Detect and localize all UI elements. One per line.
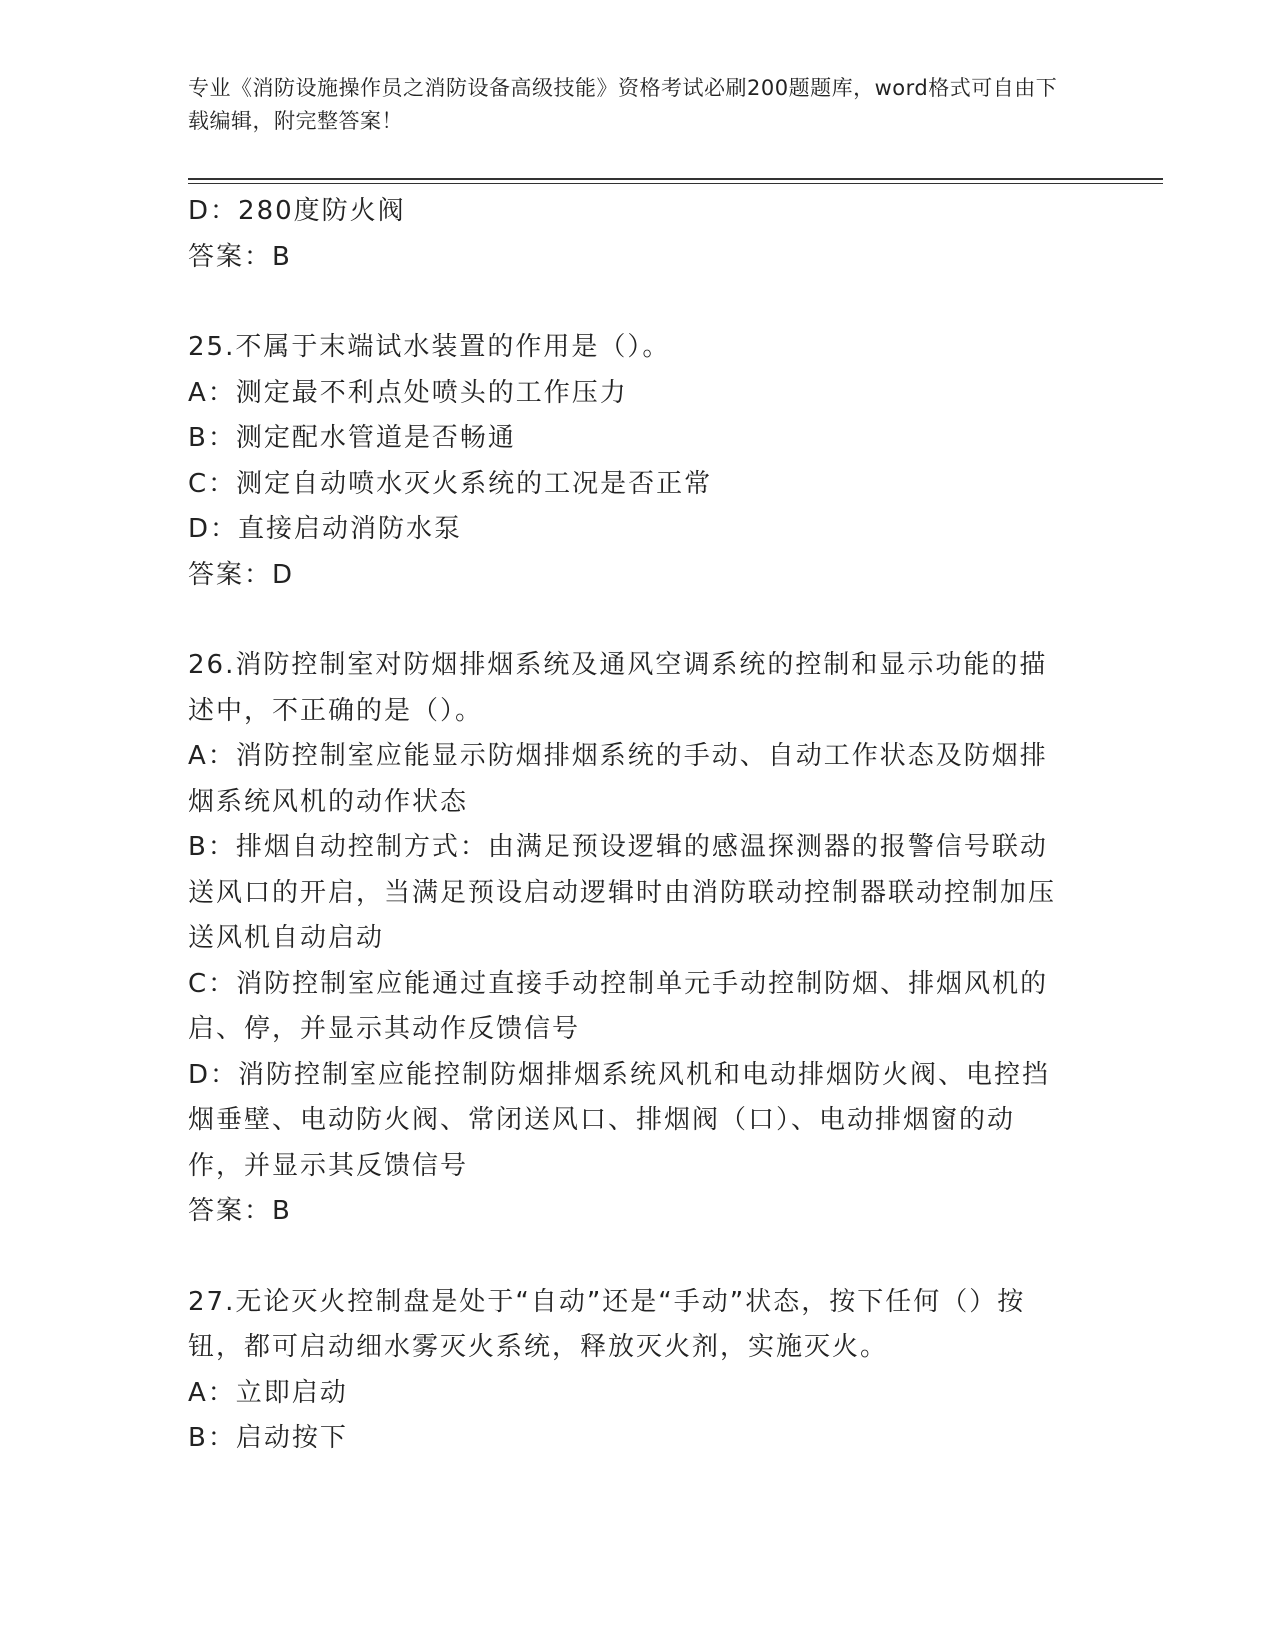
question-stem: 25.不属于末端试水装置的作用是（）。	[188, 332, 671, 362]
question-26	[188, 643, 1068, 1235]
option-c: C：消防控制室应能通过直接手动控制单元手动控制防烟、排烟风机的启、停，并显示其动作反馈信号	[188, 968, 1049, 1044]
header-text: 专业《消防设施操作员之消防设备高级技能》资格考试必刷200题题库，word格式可自由下载编辑，附完整答案！	[188, 76, 1058, 133]
prev-answer: 答案：B	[188, 241, 292, 272]
spacer	[188, 1235, 1068, 1280]
header-rule-thick	[188, 178, 1163, 180]
option-d: D：直接启动消防水泵	[188, 514, 463, 544]
option-a: A：立即启动	[188, 1377, 348, 1408]
header-rule-thin	[188, 183, 1163, 184]
spacer	[188, 598, 1068, 643]
question-27	[188, 1280, 1068, 1462]
question-stem: 26.消防控制室对防烟排烟系统及通风空调系统的控制和显示功能的描述中，不正确的是（）。	[188, 650, 1048, 726]
option-b: B：启动按下	[188, 1423, 348, 1453]
answer: 答案：B	[188, 1196, 292, 1226]
page-header	[188, 72, 1068, 138]
question-content	[188, 189, 1068, 1462]
option-b: B：排烟自动控制方式：由满足预设逻辑的感温探测器的报警信号联动送风口的开启，当满足预设启动逻辑时由消防联动控制器联动控制加压送风机自动启动	[188, 832, 1057, 953]
option-d: D：消防控制室应能控制防烟排烟系统风机和电动排烟防火阀、电控挡烟垂壁、电动防火阀、常闭送风口、排烟阀（口）、电动排烟窗的动作，并显示其反馈信号	[188, 1059, 1051, 1181]
option-a: A：测定最不利点处喷头的工作压力	[188, 377, 628, 408]
prev-option-d: D：280度防火阀	[188, 196, 406, 226]
question-stem: 27.无论灭火控制盘是处于“自动”还是“手动”状态，按下任何（）按钮，都可启动细水雾灭火系统，释放灭火剂，实施灭火。	[188, 1286, 1026, 1362]
answer: 答案：D	[188, 559, 295, 590]
option-c: C：测定自动喷水灭火系统的工况是否正常	[188, 468, 713, 499]
option-a: A：消防控制室应能显示防烟排烟系统的手动、自动工作状态及防烟排烟系统风机的动作状态	[188, 741, 1048, 817]
option-b: B：测定配水管道是否畅通	[188, 423, 516, 453]
spacer	[188, 280, 1068, 325]
question-25	[188, 325, 1068, 598]
